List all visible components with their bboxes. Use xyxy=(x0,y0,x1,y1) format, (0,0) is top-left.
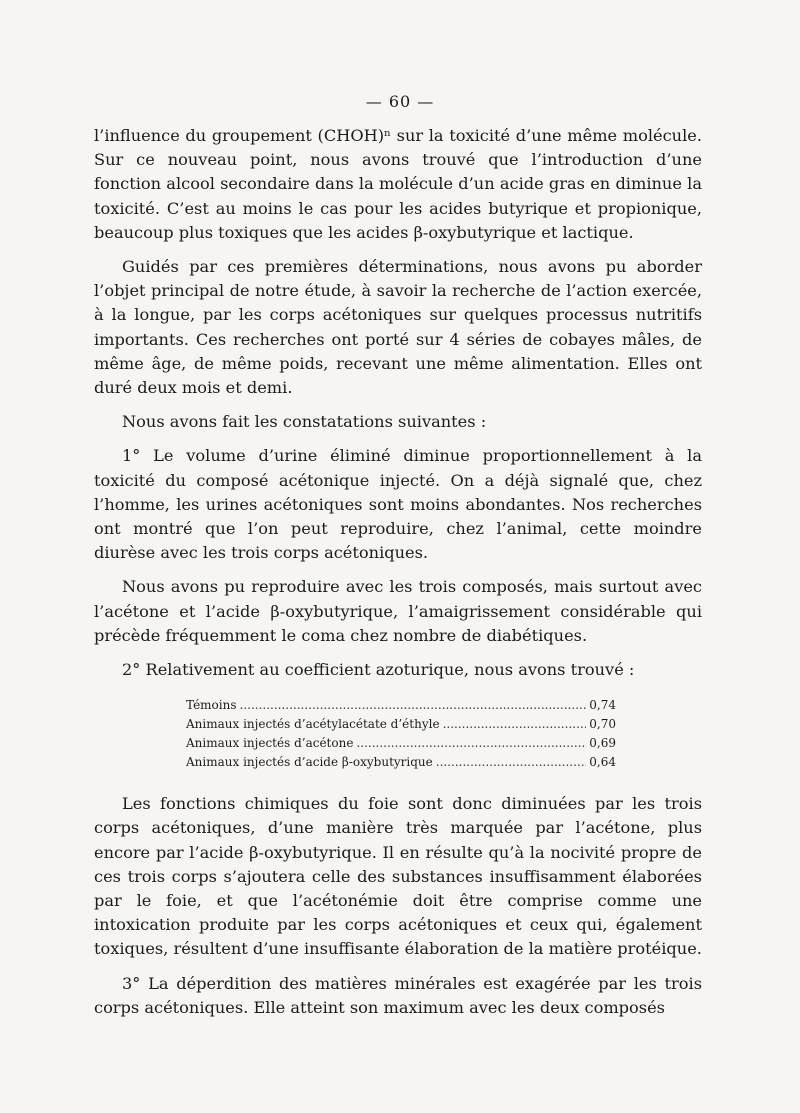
row-label: Animaux injectés d’acide β-oxybutyrique xyxy=(186,755,433,770)
row-value: 0,69 xyxy=(589,736,616,751)
dot-leader xyxy=(436,753,587,772)
paragraph-constatations: Nous avons fait les constatations suivantes : xyxy=(122,412,487,432)
row-value: 0,74 xyxy=(589,698,616,713)
row-value: 0,64 xyxy=(589,755,616,770)
table-row xyxy=(186,753,616,772)
row-value: 0,70 xyxy=(589,717,616,732)
dot-leader xyxy=(443,715,587,734)
dot-leader xyxy=(356,734,586,753)
table-row xyxy=(186,715,616,734)
row-label: Animaux injectés d’acétylacétate d’éthyle xyxy=(186,717,440,732)
body-text xyxy=(94,124,702,1030)
paragraph-continuation: l’influence du groupement (CHOH)ⁿ sur la toxicité d’une même molécule. Sur ce nouveau point, nous avons trouvé que l’introduction d’une fonction alcool secondaire dans la molécule d’un acide gras en diminue la toxicité. C’est au moins le cas pour les acides butyrique et propionique, beaucoup plus toxiques que les acides β-oxybutyrique et lactique. xyxy=(94,126,702,242)
page-number: — 60 — xyxy=(365,92,435,111)
row-label: Témoins xyxy=(186,698,237,713)
table-row xyxy=(186,696,616,715)
paragraph-point-1: 1° Le volume d’urine éliminé diminue proportionnellement à la toxicité du composé acétonique injecté. On a déjà signalé que, chez l’homme, les urines acétoniques sont moins abondantes. Nos recherches ont montré que l’on peut reproduire, chez l’animal, cette moindre diurèse avec les trois corps acétoniques. xyxy=(94,446,702,563)
paragraph-fonctions-foie: Les fonctions chimiques du foie sont donc diminuées par les trois corps acétoniques, d’une manière très marquée par l’acétone, plus encore par l’acide β-oxybutyrique. Il en résulte qu’à la nocivité propre de ces trois corps s’ajoutera celle des substances insuffisamment élaborées par le foie, et que l’acétonémie doit être comprise comme une intoxication produite par les corps acétoniques et ceux qui, également toxiques, résultent d’une insuffisante élaboration de la matière protéique. xyxy=(94,794,702,959)
paragraph-point-2: 2° Relativement au coefficient azoturique, nous avons trouvé : xyxy=(122,660,635,680)
paragraph-amaigrissement: Nous avons pu reproduire avec les trois composés, mais surtout avec l’acétone et l’acide β-oxybutyrique, l’amaigrissement considérable qui précède fréquemment le coma chez nombre de diabétiques. xyxy=(94,577,702,645)
paragraph-guides: Guidés par ces premières déterminations, nous avons pu aborder l’objet principal de notre étude, à savoir la recherche de l’action exercée, à la longue, par les corps acétoniques sur quelques processus nutritifs importants. Ces recherches ont porté sur 4 séries de cobayes mâles, de même âge, de même poids, recevant une même alimentation. Elles ont duré deux mois et demi. xyxy=(94,257,702,398)
row-label: Animaux injectés d’acétone xyxy=(186,736,354,751)
coefficient-table xyxy=(186,696,616,772)
dot-leader xyxy=(240,696,587,715)
table-row xyxy=(186,734,616,753)
paragraph-point-3: 3° La déperdition des matières minérales est exagérée par les trois corps acétoniques. Elle atteint son maximum avec les deux composés xyxy=(94,973,702,1017)
